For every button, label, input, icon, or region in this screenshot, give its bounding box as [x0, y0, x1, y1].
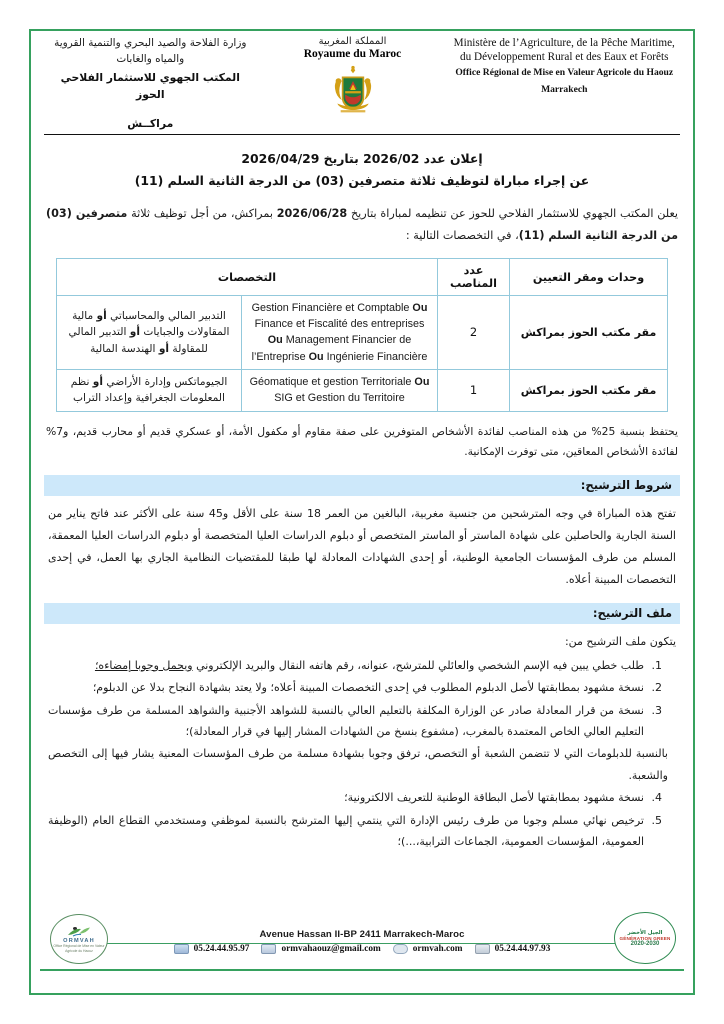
ormvah-seal-subtitle: Office Régional de Mise en Valeur Agricole du Haouz [53, 944, 105, 953]
positions-table-head [57, 259, 668, 296]
file-section-heading: ملف الترشيح: [44, 603, 680, 624]
document-header [40, 36, 684, 132]
contact-row [174, 944, 551, 954]
morocco-coat-of-arms-icon [325, 62, 381, 118]
file-section-body [48, 631, 676, 853]
gg-arabic-text: الجيل الأخضر [627, 929, 663, 936]
reservation-note: يحتفظ بنسبة 25% من هذه المناصب لفائدة الأشخاص المتوفرين على صفة مقاوم أو مكفول الأمة، أو عسكري قديم أو محارب قديم، و7% لفائدة الأشخاص المعاقين، متى توفرت الإمكانية. [46, 424, 679, 459]
conditions-section-body: تفتح هذه المباراة في وجه المترشحين من جنسية مغربية، البالغين من العمر 18 سنة على الأقل و45 سنة على الأكثر عند فاتح يناير من السنة الجارية والحاصلين على شهادة الماستر أو الماستر المتخصص أو دبلوم الدراسات العليا المتخصصة أو دبلوم الدراسات العليا المعمقة، المسلم من طرف المؤسسات الجامعية الوطنية، أو إحدى الشهادات المعادلة لها طبقا للمقتضيات النظامية الجاري بها العمل، في إحدى التخصصات المبينة أعلاه. [48, 506, 676, 586]
list-item-text: نسخة مشهود بمطابقتها لأصل الدبلوم المطلوب في إحدى التخصصات المبينة أعلاه؛ ولا يعتد بشهادة النجاح بدلا عن الدبلوم؛ [92, 681, 644, 695]
list-item [48, 677, 648, 698]
table-row [57, 369, 668, 411]
header-french-block [450, 36, 678, 95]
city-name-ar: مراكــش [127, 117, 174, 131]
list-item-text: نسخة من قرار المعادلة صادر عن الوزارة المكلفة بالتعليم العالي بالنسبة للشواهد الأجنبية والشواهد المسلمة من طرف مؤسسات التعليم العالي الخاص المعتمدة بالمغرب، (مشفوع بنسخ من الشهادات المشار إليها في قرار المعادلة)؛ [48, 703, 644, 738]
positions-table [56, 258, 668, 412]
cell-specialty-ar: الجيوماتكس وإدارة الأراضي أو نظم المعلومات الجغرافية وإعداد التراب [57, 369, 242, 411]
list-item [48, 700, 668, 787]
footer-contact-bar [40, 944, 684, 954]
cell-specialty-ar: التدبير المالي والمحاسباتي أو مالية المقاولات والجبايات أو التدبير المالي للمقاولة أو الهندسة المالية [57, 296, 242, 370]
list-item-text: طلب خطي يبين فيه الإسم الشخصي والعائلي للمترشح، عنوانه، رقم هاتفه النقال والبريد الإلكتروني [192, 658, 644, 672]
document-footer [40, 922, 684, 982]
list-item [48, 810, 648, 853]
contact-phone [174, 944, 250, 954]
required-documents-list [48, 655, 676, 853]
footer-fax-number: 05.24.44.97.93 [494, 944, 551, 954]
contact-website[interactable] [393, 944, 463, 954]
table-row [57, 296, 668, 370]
col-header-count: عدد المناصب [438, 259, 510, 296]
intro-grade: متصرفين (03) من الدرجة الثانية السلم (11) [46, 207, 678, 243]
phone-icon [174, 944, 189, 954]
footer-address: Avenue Hassan II-BP 2411 Marrakech-Maroc [259, 929, 465, 940]
globe-icon [393, 944, 408, 954]
page-content [40, 36, 684, 988]
intro-paragraph [46, 203, 678, 247]
col-header-unit: وحدات ومقر التعيين [510, 259, 668, 296]
col-header-specialty: التخصصات [57, 259, 438, 296]
header-arabic-block [46, 36, 255, 130]
list-item-text: نسخة مشهود بمطابقتها لأصل البطاقة الوطنية للتعريف الالكترونية؛ [344, 791, 644, 805]
ministry-name-ar-line1: وزارة الفلاحة والصيد البحري والتنمية القروية [54, 37, 247, 49]
cell-specialty-fr: Géomatique et gestion Territoriale Ou SIG et Gestion du Territoire [242, 369, 438, 411]
intro-part2: بمراكش، من أجل توظيف ثلاثة [127, 207, 277, 221]
positions-table-body [57, 296, 668, 412]
cell-unit: مقر مكتب الحوز بمراكش [510, 369, 668, 411]
fax-icon [475, 944, 490, 954]
gg-years-text: 2020-2030 [630, 940, 660, 947]
list-item-text: ترخيص نهائي مسلم وجوبا من طرف رئيس الإدارة التي ينتمي إليها المترشح بالنسبة لموظفي ومستخدمي القطاع العام (الوظيفة العمومية، المؤسسات العمومية، الجماعات الترابية،...)؛ [48, 813, 644, 849]
contact-email[interactable] [261, 944, 380, 954]
office-name-ar: المكتب الجهوي للاستثمار الفلاحي الحوز [60, 70, 240, 101]
header-divider [44, 134, 680, 135]
cell-specialty-fr: Gestion Financière et Comptable Ou Finance et Fiscalité des entreprises Ou Management Financier de l’Entreprise Ou Ingénierie Financière [242, 296, 438, 370]
cell-unit: مقر مكتب الحوز بمراكش [510, 296, 668, 370]
list-item [48, 655, 648, 676]
file-section-lead: يتكون ملف الترشيح من: [564, 634, 676, 648]
header-center-block [258, 36, 448, 118]
cell-count: 1 [438, 369, 510, 411]
cell-count: 2 [438, 296, 510, 370]
intro-part3: ، في التخصصات التالية : [405, 229, 519, 243]
footer-email-address[interactable]: ormvahaouz@gmail.com [281, 944, 381, 954]
kingdom-name-ar: المملكة المغربية [318, 36, 387, 47]
office-name-fr: Office Régional de Mise en Valeur Agricole du Haouz [455, 66, 674, 78]
announcement-subject-line: عن إجراء مباراة لتوظيف ثلاثة متصرفين (03) من الدرجة الثانية السلم (11) [134, 172, 590, 188]
list-item-subtext: بالنسبة للدبلومات التي لا تتضمن الشعبة أو التخصص، ترفق وجوبا بشهادة مسلمة من طرف المؤسسات المعنية يشار فيها إلى التخصص والشعبة. [48, 747, 668, 782]
list-item-underlined-text: ويحمل وجوبا إمضاءه؛ [94, 658, 193, 672]
city-name-fr: Marrakech [541, 84, 588, 96]
footer-website-url[interactable]: ormvah.com [412, 944, 463, 954]
conditions-section-heading: شروط الترشيح: [44, 475, 680, 496]
footer-green-rule [40, 969, 684, 971]
list-item [48, 787, 648, 808]
intro-exam-date: 2026/06/28 [276, 207, 348, 221]
envelope-icon [261, 944, 276, 954]
intro-part1: يعلن المكتب الجهوي للاستثمار الفلاحي للحوز عن تنظيمه لمباراة بتاريخ [347, 207, 679, 221]
announcement-title [40, 148, 684, 191]
table-header-row [57, 259, 668, 296]
announcement-number-line: إعلان عدد 2026/02 بتاريخ 2026/04/29 [241, 151, 483, 166]
ministry-name-fr: Ministère de l’Agriculture, de la Pêche Maritime, du Développement Rural et des Eaux et Forêts [453, 37, 675, 64]
footer-phone-number: 05.24.44.95.97 [193, 944, 250, 954]
contact-fax [475, 944, 551, 954]
ministry-name-ar-line2: والمياه والغابات [116, 52, 185, 65]
kingdom-name-fr: Royaume du Maroc [303, 48, 402, 60]
gg-french-text: GÉNÉRATION GREEN [619, 935, 671, 941]
ormvah-seal-title: ORMVAH [63, 938, 95, 945]
